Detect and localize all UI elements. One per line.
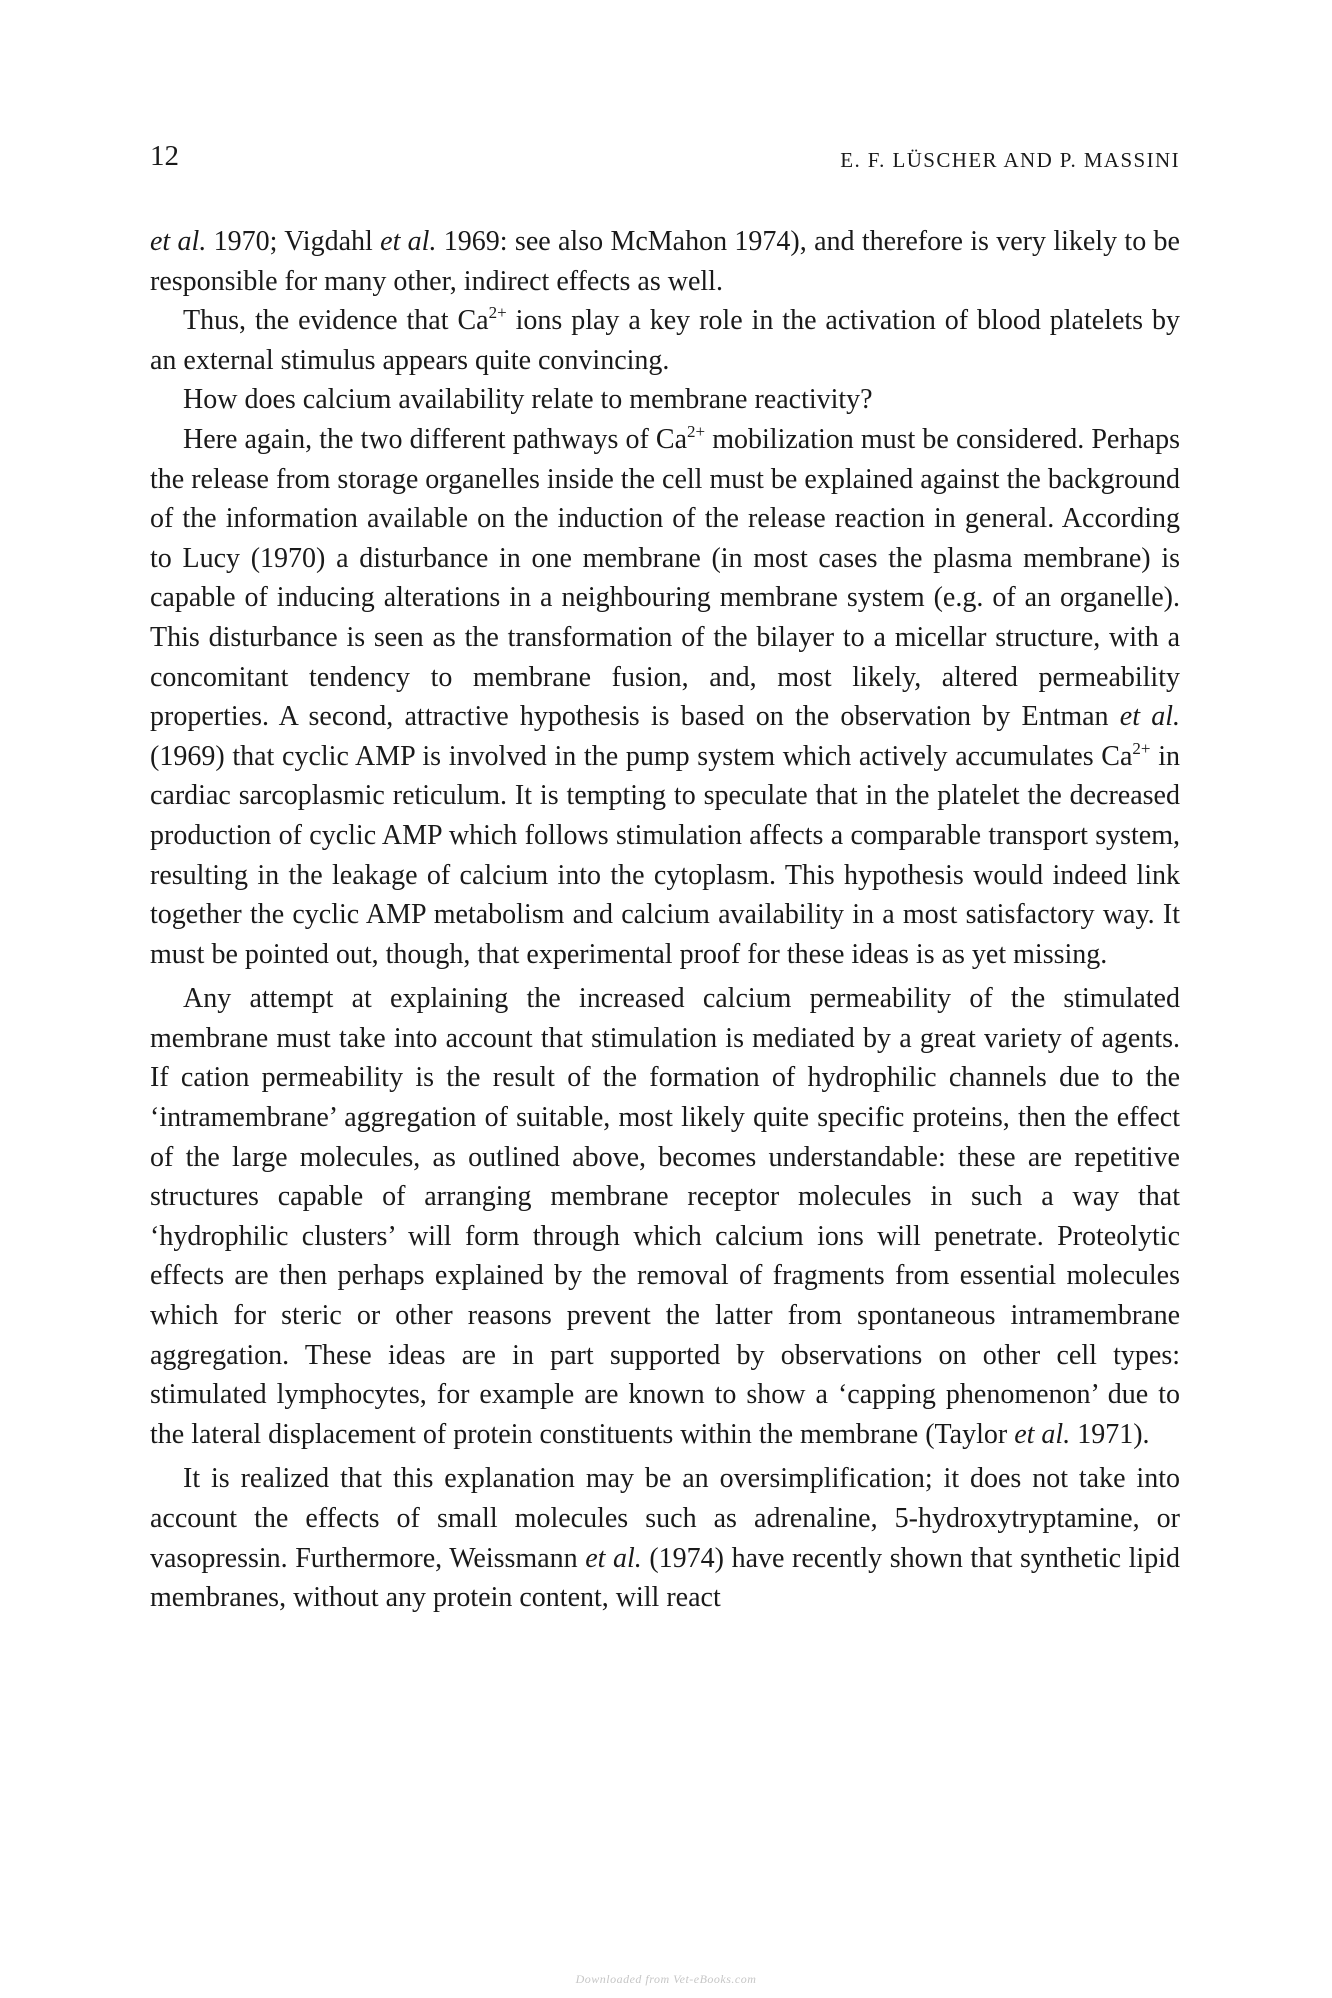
running-head: E. F. LÜSCHER AND P. MASSINI — [840, 148, 1180, 172]
text-run: Thus, the evidence that Ca — [183, 305, 489, 337]
italic-run: et al. — [150, 226, 207, 257]
text-run: ions play a key role in the activation of blood platelets by an external stimulus appears quite convincing. — [150, 305, 1180, 376]
body-text — [150, 222, 1180, 1618]
page-number: 12 — [150, 140, 179, 172]
text-run: (1974) have recently shown that synthetic lipid membranes, without any protein content, will react — [150, 1542, 1180, 1614]
italic-run: et al. — [1119, 701, 1180, 733]
text-run: It is realized that this explanation may be an oversimplification; it does not take into account the effects of small molecules such as adrenaline, 5-hydroxytryptamine, or vasopressin. Furthermore, Weissmann — [150, 1463, 1180, 1574]
paragraph — [150, 380, 1180, 420]
paragraph — [150, 301, 1180, 380]
paragraph — [150, 420, 1180, 974]
paragraph — [150, 979, 1180, 1454]
superscript: 2+ — [488, 303, 507, 323]
text-run: 1971). — [1070, 1418, 1150, 1450]
text-run: (1969) that cyclic AMP is involved in the pump system which actively accumulates Ca — [150, 740, 1133, 772]
superscript: 2+ — [687, 421, 706, 441]
text-run: in cardiac sarcoplasmic reticulum. It is tempting to speculate that in the platelet the decreased production of cyclic AMP which follows stimulation affects a comparable transport system, resulting in the leakage of calcium into the cytoplasm. This hypothesis would indeed link together the cyclic AMP metabolism and calcium availability in a most satisfactory way. It must be pointed out, though, that experimental proof for these ideas is as yet missing. — [150, 740, 1180, 970]
italic-run: et al. — [1014, 1418, 1071, 1450]
text-run: mobilization must be considered. Perhaps the release from storage organelles inside the cell must be explained against the background of the information available on the induction of the release reaction in general. According to Lucy (1970) a disturbance in one membrane (in most cases the plasma membrane) is capable of inducing alterations in a neighbouring membrane system (e.g. of an organelle). This disturbance is seen as the transformation of the bilayer to a micellar structure, with a concomitant tendency to membrane fusion, and, most likely, altered permeability properties. A second, attractive hypothesis is based on the observation by Entman — [150, 423, 1180, 733]
paragraph — [150, 1459, 1180, 1617]
italic-run: et al. — [585, 1542, 642, 1574]
text-run: Any attempt at explaining the increased calcium permeability of the stimulated membrane must take into account that stimulation is mediated by a great variety of agents. If cation permeability is the result of the formation of hydrophilic channels due to the ‘intramembrane’ aggregation of suitable, most likely quite specific proteins, then the effect of the large molecules, as outlined above, becomes understandable: these are repetitive structures capable of arranging membrane receptor molecules in such a way that ‘hydrophilic clusters’ will form through which calcium ions will penetrate. Proteolytic effects are then perhaps explained by the removal of fragments from essential molecules which for steric or other reasons prevent the latter from spontaneous intramembrane aggregation. These ideas are in part supported by observations on other cell types: stimulated lymphocytes, for example are known to show a ‘capping phenomenon’ due to the lateral displacement of protein constituents within the membrane (Taylor — [150, 983, 1180, 1450]
italic-run: et al. — [380, 226, 437, 257]
text-run: Here again, the two different pathways of Ca — [183, 423, 688, 455]
text-run: 1969: see also McMahon 1974), and therefore is very likely to be responsible for many other, indirect effects as well. — [150, 226, 1180, 297]
superscript: 2+ — [1132, 738, 1151, 758]
paragraph — [150, 222, 1180, 301]
text-run: 1970; Vigdahl — [206, 226, 381, 257]
text-run: How does calcium availability relate to membrane reactivity? — [183, 384, 873, 416]
download-watermark: Downloaded from Vet-eBooks.com — [575, 1972, 757, 1986]
